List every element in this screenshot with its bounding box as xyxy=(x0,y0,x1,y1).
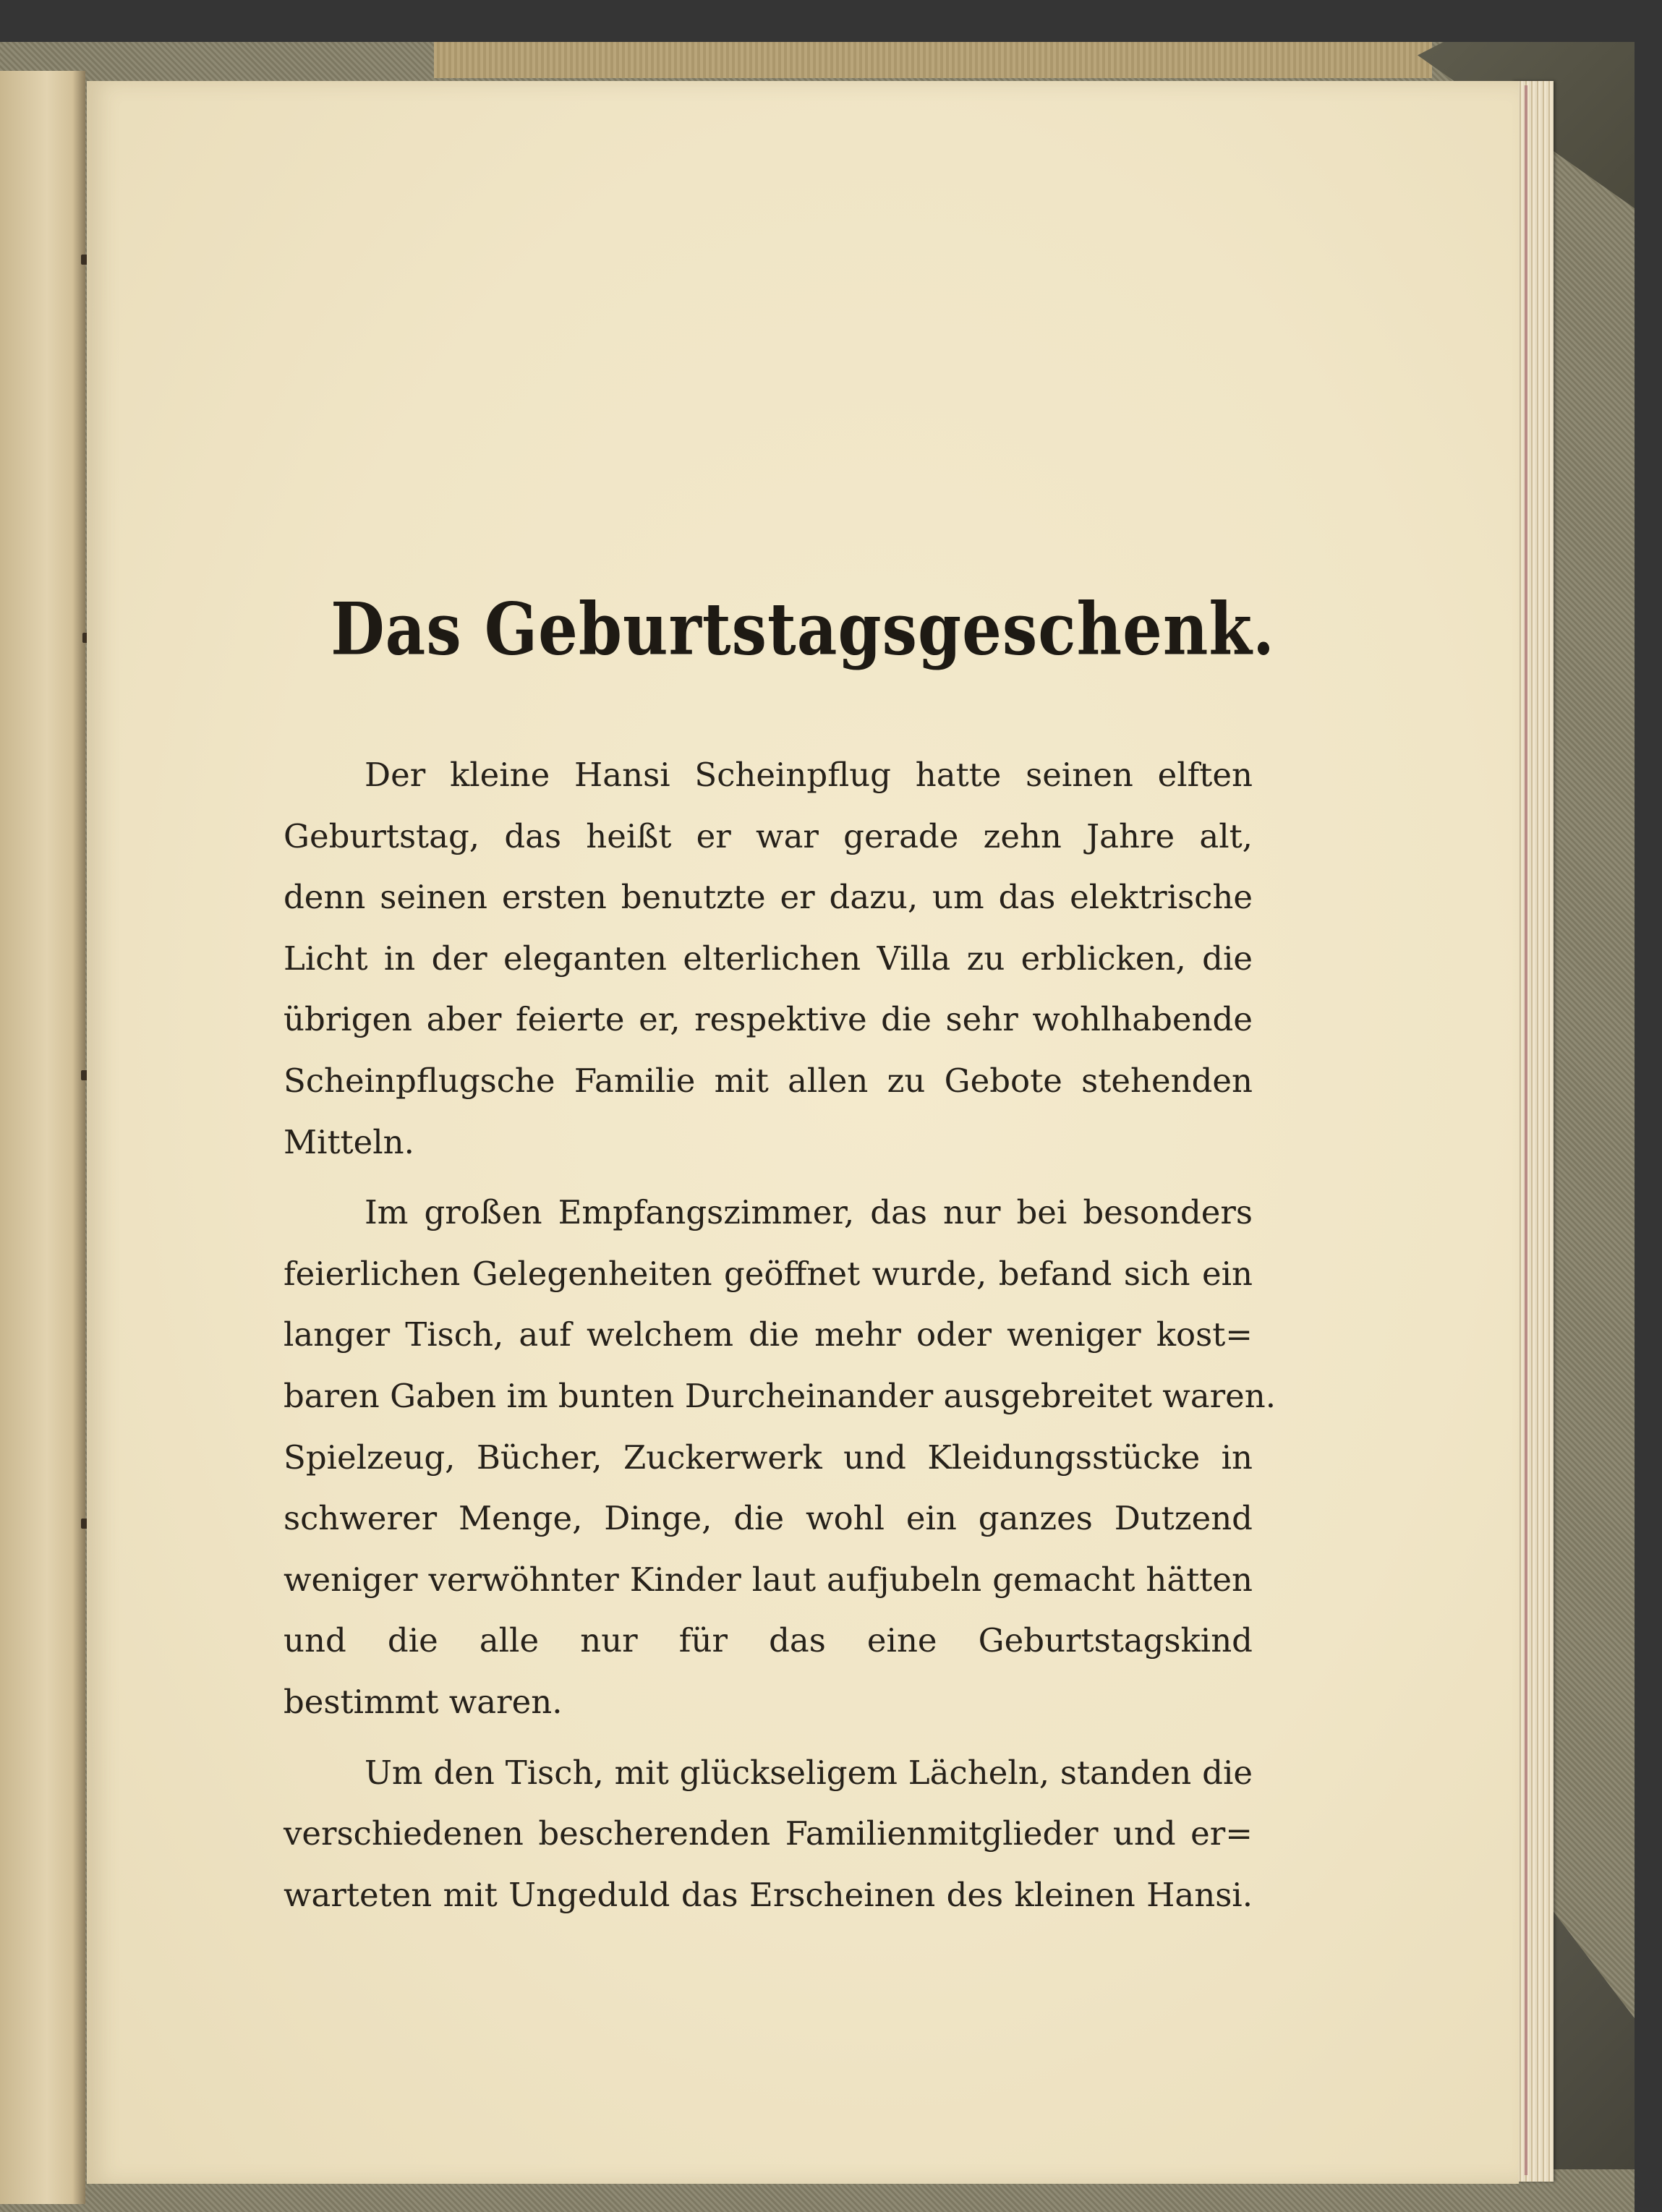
text-line: baren Gaben im bunten Durcheinander ausgebreitet waren. xyxy=(284,1376,1277,1415)
body-text xyxy=(284,745,1277,1935)
text-line: denn seinen ersten benutzte er dazu, um das elektrische xyxy=(284,878,1253,917)
text-line: weniger verwöhnter Kinder laut aufjubeln gemacht hätten xyxy=(284,1560,1253,1599)
text-line: Licht in der eleganten elterlichen Villa zu erblicken, die xyxy=(284,939,1253,978)
text-line: bestimmt waren. xyxy=(284,1682,563,1721)
page-stack-edge-line xyxy=(1525,85,1527,2175)
chapter-title: Das Geburtstagsgeschenk. xyxy=(331,587,1275,672)
left-page-edge xyxy=(0,71,85,2204)
text-line: verschiedenen bescherenden Familienmitglieder und er= xyxy=(284,1814,1253,1853)
text-line: Scheinpflugsche Familie mit allen zu Gebote stehenden xyxy=(284,1061,1253,1100)
text-line: Spielzeug, Bücher, Zuckerwerk und Kleidungsstücke in xyxy=(284,1438,1253,1477)
text-line: Im großen Empfangszimmer, das nur bei besonders xyxy=(365,1193,1253,1232)
binding-top-strip xyxy=(434,42,1432,78)
paragraph xyxy=(284,745,1253,1173)
text-line: feierlichen Gelegenheiten geöffnet wurde, befand sich ein xyxy=(284,1254,1253,1293)
text-line: Um den Tisch, mit glückseligem Lächeln, standen die xyxy=(365,1753,1253,1792)
text-line: warteten mit Ungeduld das Erscheinen des kleinen Hansi. xyxy=(284,1875,1253,1914)
text-line: Mitteln. xyxy=(284,1122,414,1161)
text-line: und die alle nur für das eine Geburtstagskind xyxy=(284,1621,1253,1660)
text-line: Der kleine Hansi Scheinpflug hatte seinen elften xyxy=(365,756,1253,794)
paragraph xyxy=(284,1182,1277,1733)
text-line: übrigen aber feierte er, respektive die sehr wohlhabende xyxy=(284,1000,1253,1039)
text-line: Geburtstag, das heißt er war gerade zehn Jahre alt, xyxy=(284,816,1253,855)
text-line: langer Tisch, auf welchem die mehr oder weniger kost= xyxy=(284,1315,1253,1354)
paragraph xyxy=(284,1743,1253,1926)
text-line: schwerer Menge, Dinge, die wohl ein ganzes Dutzend xyxy=(284,1499,1253,1538)
